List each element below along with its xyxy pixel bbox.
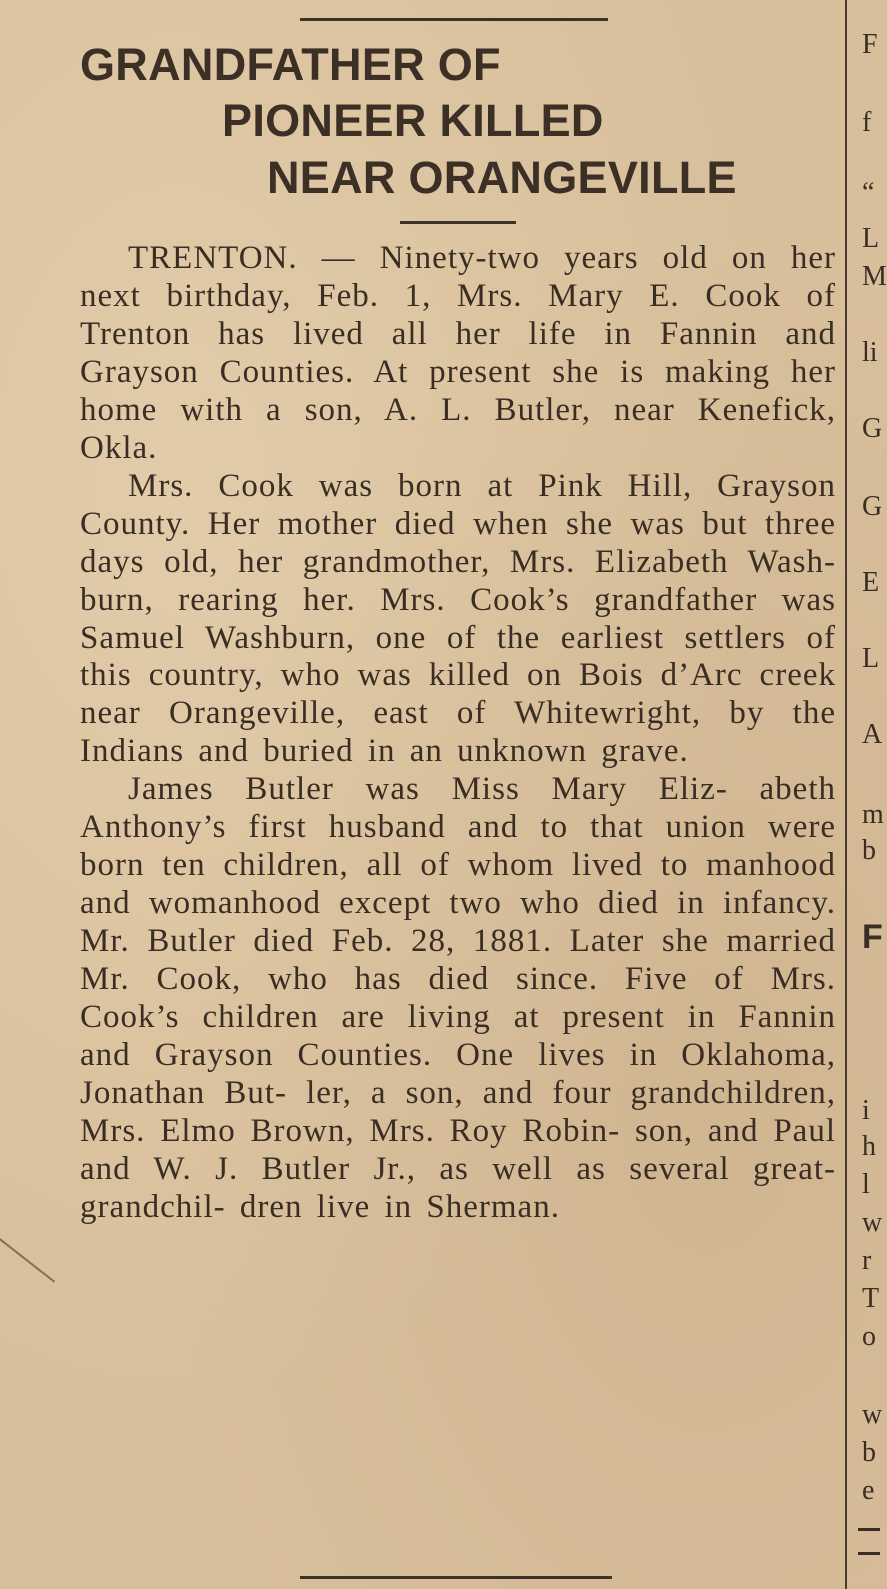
fragment-letter: m — [862, 799, 884, 830]
fragment-letter: li — [862, 337, 878, 368]
article-body — [80, 240, 836, 1227]
article-paragraph-1: TRENTON. — Ninety-two years old on her next birthday, Feb. 1, Mrs. Mary E. Cook of Trenton has lived all her life in Fannin and Grayson Counties. At present she is making her home with a son, A. L. Butler, near Kenefick, Okla. — [80, 240, 836, 466]
top-rule — [300, 18, 608, 21]
fragment-letter: r — [862, 1245, 872, 1276]
fragment-letter: M — [862, 261, 887, 292]
headline-divider-rule — [400, 221, 516, 224]
paper-crease-mark — [0, 1238, 55, 1283]
column-divider — [845, 0, 847, 1589]
fragment-letter: A — [862, 719, 883, 750]
fragment-letter: E — [862, 567, 880, 598]
fragment-letter: F — [862, 29, 878, 60]
headline-line-2: PIONEER KILLED — [222, 95, 604, 146]
fragment-letter: G — [862, 491, 883, 522]
headline-line-3: NEAR ORANGEVILLE — [267, 152, 737, 203]
fragment-letter: f — [862, 107, 872, 138]
fragment-letter: e — [862, 1475, 875, 1506]
headline-line-1: GRANDFATHER OF — [80, 39, 501, 90]
article-paragraph-3: James Butler was Miss Mary Eliz- abeth Anthony’s first husband and to that union were born ten children, all of whom lived to manhood and womanhood except two who died in infancy. Mr. Butler died Feb. 28, 1881. Later she married Mr. Cook, who has died since. Five of Mrs. Cook’s children are living at present in Fannin and Grayson Counties. One lives in Oklahoma, Jonathan But- ler, a son, and four grandchildren, Mrs. Elmo Brown, Mrs. Roy Robin- son, and Paul and W. J. Butler Jr., as well as several great-grandchil- dren live in Sherman. — [80, 771, 836, 1225]
fragment-letter: “ — [862, 177, 875, 208]
fragment-letter: L — [862, 223, 880, 254]
fragment-dash — [858, 1528, 880, 1531]
fragment-letter: T — [862, 1283, 880, 1314]
fragment-letter: h — [862, 1131, 876, 1162]
fragment-letter: b — [862, 835, 876, 866]
fragment-letter: l — [862, 1169, 870, 1200]
fragment-dash — [858, 1552, 880, 1555]
fragment-letter: L — [862, 643, 880, 674]
fragment-letter: w — [862, 1207, 883, 1238]
article-paragraph-2: Mrs. Cook was born at Pink Hill, Grayson County. Her mother died when she was but three days old, her grandmother, Mrs. Elizabeth Wash- burn, rearing her. Mrs. Cook’s grandfather was Samuel Washburn, one of the earliest settlers of this country, who was killed on Bois d’Arc creek near Orangeville, east of Whitewright, by the Indians and buried in an unknown grave. — [80, 467, 836, 770]
fragment-letter: F — [862, 918, 883, 956]
fragment-letter: b — [862, 1437, 876, 1468]
fragment-letter: i — [862, 1095, 870, 1126]
bottom-rule — [300, 1576, 612, 1579]
fragment-letter: G — [862, 413, 883, 444]
fragment-letter: w — [862, 1399, 883, 1430]
fragment-letter: o — [862, 1321, 876, 1352]
